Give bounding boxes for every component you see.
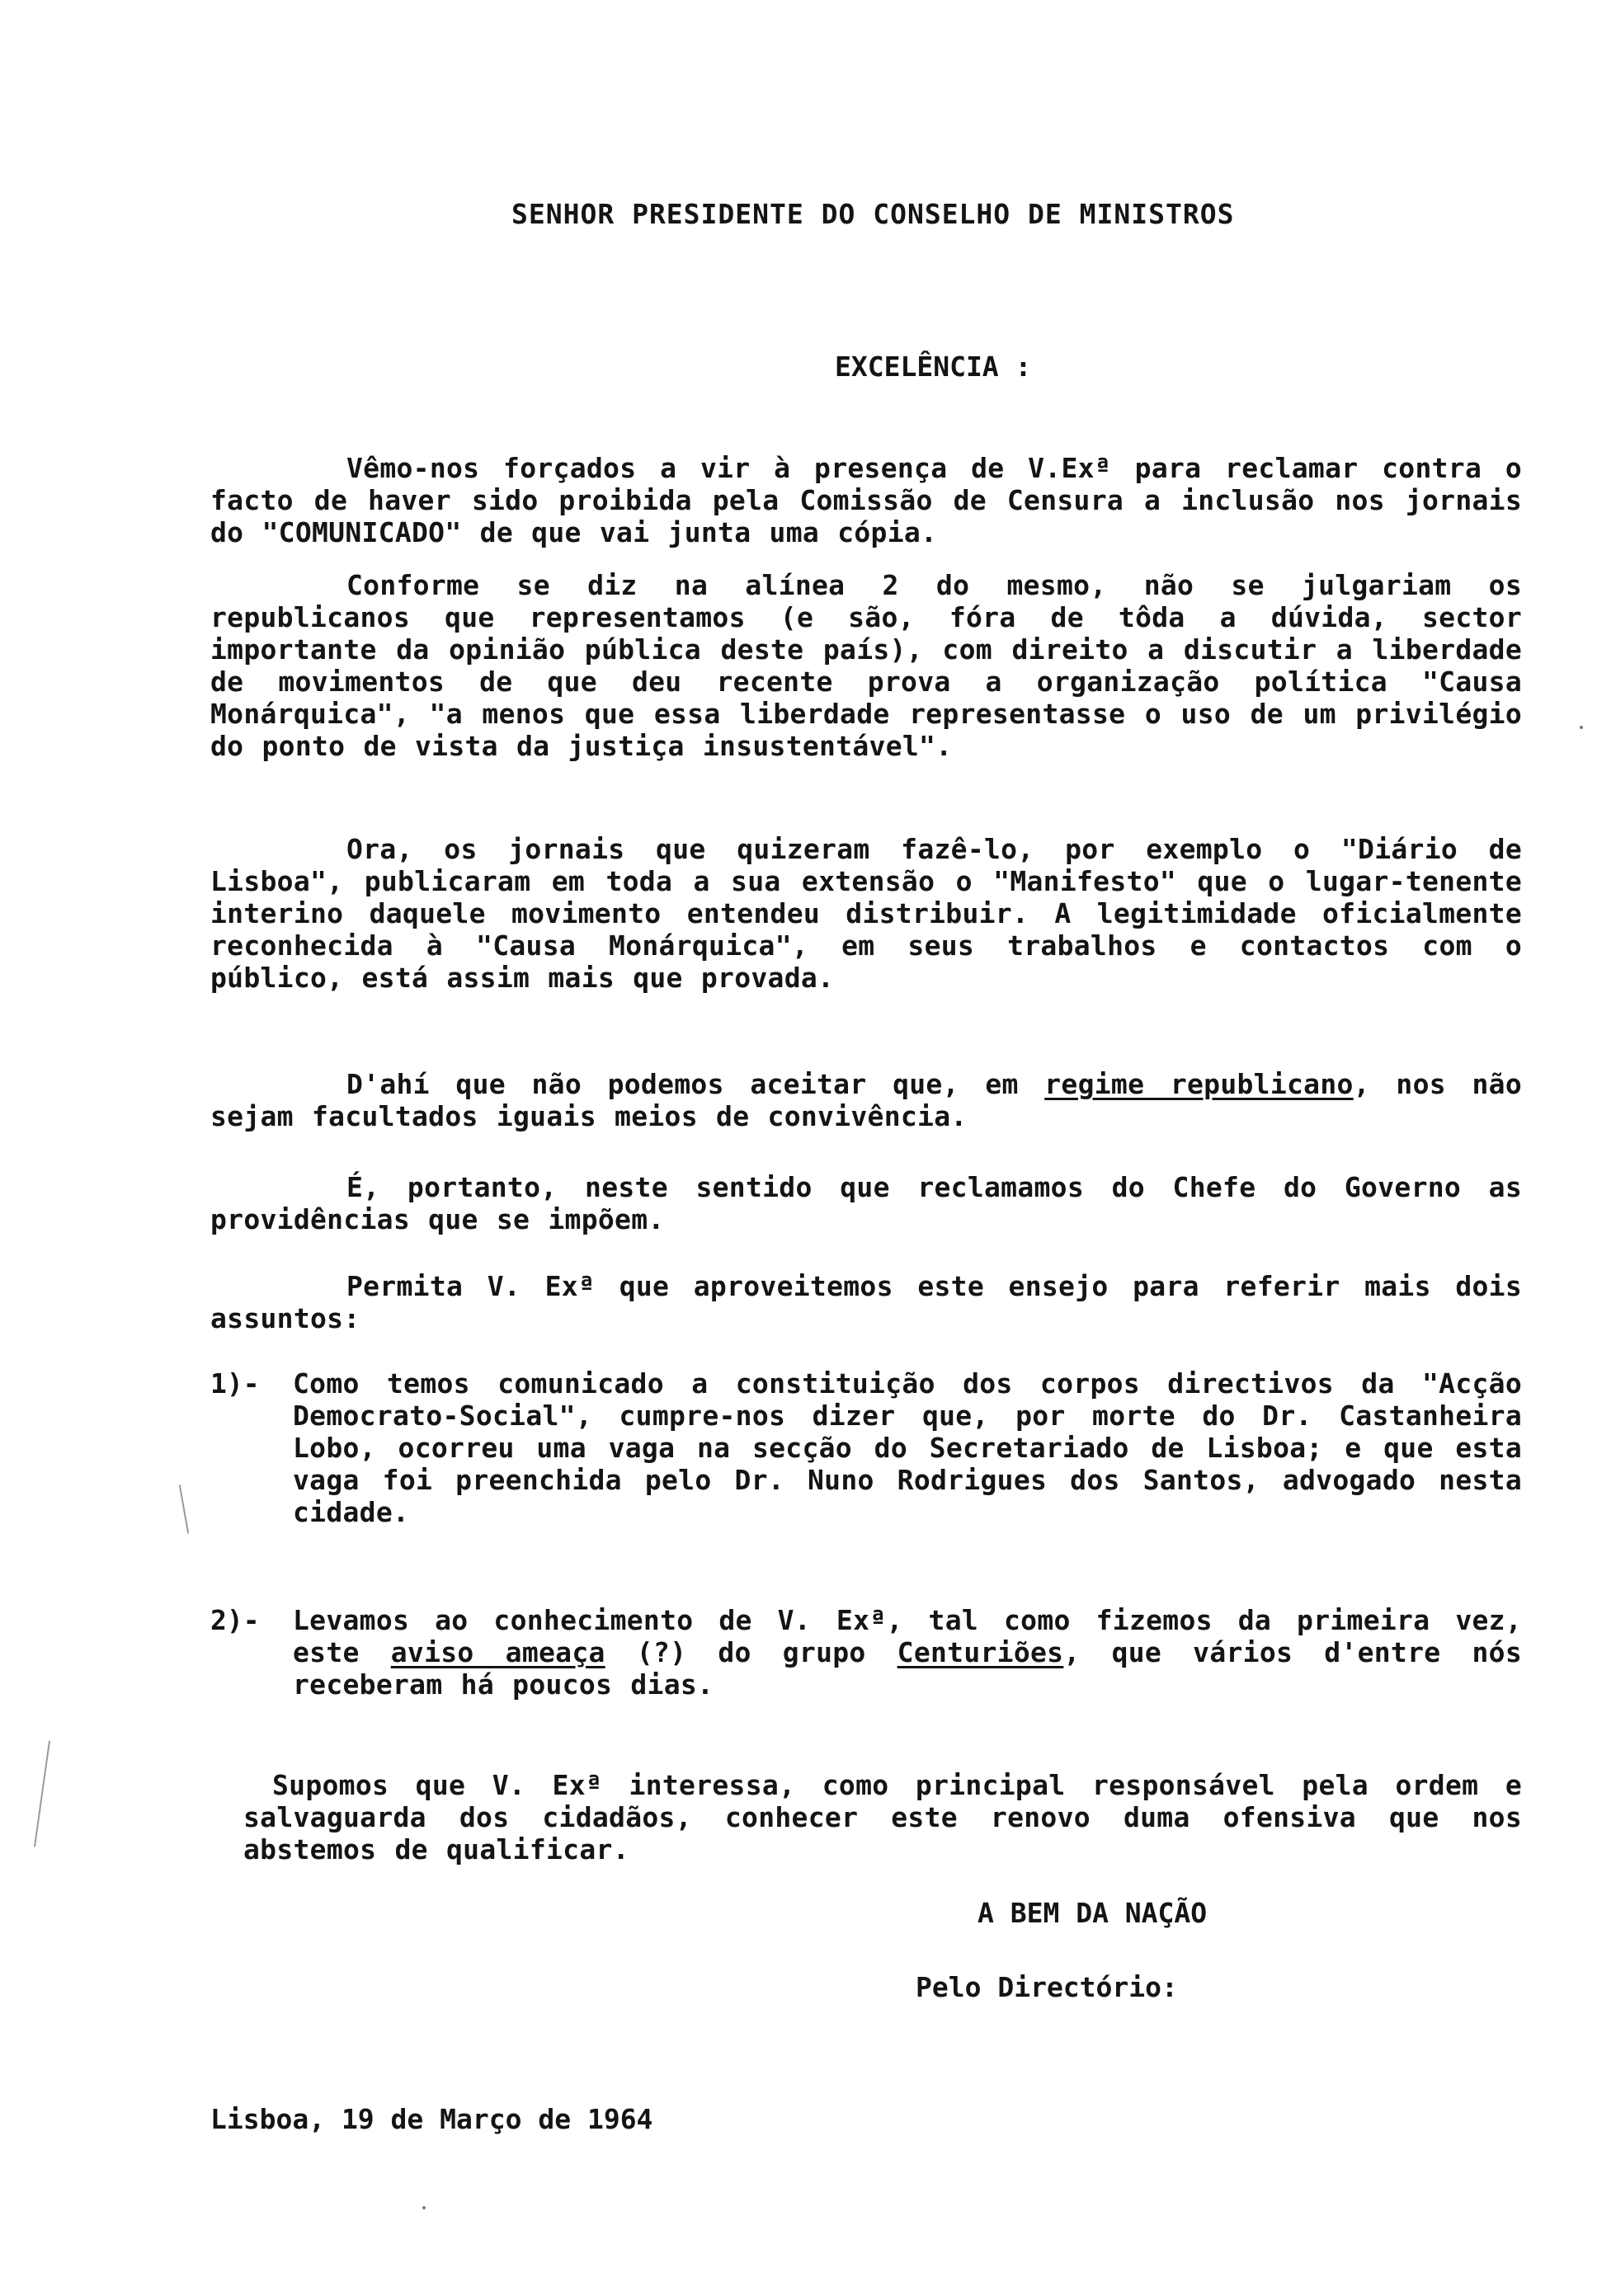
paragraph-6: Permita V. Exª que aproveitemos este ensejo para referir mais dois assuntos: xyxy=(210,1270,1522,1334)
margin-speck-1 xyxy=(1580,726,1583,729)
list-item-2-text xyxy=(293,1604,1522,1701)
paragraph-4 xyxy=(210,1068,1522,1132)
underlined-centurioes: Centuriões xyxy=(897,1636,1064,1668)
margin-scratch-2 xyxy=(179,1484,189,1533)
salutation: EXCELÊNCIA : xyxy=(835,351,1032,383)
margin-speck-2 xyxy=(422,2206,426,2209)
margin-scratch-1 xyxy=(34,1740,50,1847)
underlined-aviso-ameaca: aviso ameaça xyxy=(390,1636,605,1668)
letter-heading: SENHOR PRESIDENTE DO CONSELHO DE MINISTROS xyxy=(511,198,1235,230)
date-line: Lisboa, 19 de Março de 1964 xyxy=(210,2103,653,2135)
paragraph-4-text-b: , nos não sejam facultados iguais meios de convivência. xyxy=(210,1068,1522,1132)
signed-by: Pelo Directório: xyxy=(916,1971,1178,2003)
paragraph-7: Supomos que V. Exª interessa, como principal responsável pela ordem e salvaguarda dos cidadãos, conhecer este renovo duma ofensiva que nos abstemos de qualificar. xyxy=(243,1769,1522,1866)
underlined-regime-republicano: regime republicano xyxy=(1044,1068,1354,1100)
list-item-2-text-c: , que vários d'entre nós receberam há poucos dias. xyxy=(293,1636,1522,1701)
paragraph-1: Vêmo-nos forçados a vir à presença de V.Exª para reclamar contra o facto de haver sido proibida pela Comissão de Censura a inclusão nos jornais do "COMUNICADO" de que vai junta uma cópia. xyxy=(210,452,1522,548)
paragraph-3: Ora, os jornais que quizeram fazê-lo, por exemplo o "Diário de Lisboa", publicaram em toda a sua extensão o "Manifesto" que o lugar-tenente interino daquele movimento entendeu distribuir. A legitimidade oficialmente reconhecida à "Causa Monárquica", em seus trabalhos e contactos com o público, está assim mais que provada. xyxy=(210,833,1522,994)
closing-formula: A BEM DA NAÇÃO xyxy=(978,1897,1208,1929)
paragraph-4-text-a: D'ahí que não podemos aceitar que, em xyxy=(346,1068,1045,1100)
list-item-2-text-a: Levamos ao conhecimento de V. Exª, tal como fizemos da primeira vez, este xyxy=(293,1604,1522,1668)
list-item-2-text-b: (?) do grupo xyxy=(605,1636,897,1668)
paragraph-5: É, portanto, neste sentido que reclamamos do Chefe do Governo as providências que se impõem. xyxy=(210,1171,1522,1235)
paragraph-2: Conforme se diz na alínea 2 do mesmo, não se julgariam os republicanos que representamos (e são, fóra de tôda a dúvida, sector importante da opinião pública deste país), com direito a discutir a liberdade de movimentos de que deu recente prova a organização política "Causa Monárquica", "a menos que essa liberdade representasse o uso de um privilégio do ponto de vista da justiça insustentável". xyxy=(210,569,1522,762)
list-item-1-number: 1)- xyxy=(210,1367,260,1400)
list-item-2-number: 2)- xyxy=(210,1604,260,1636)
list-item-1-text: Como temos comunicado a constituição dos corpos directivos da "Acção Democrato-Social", cumpre-nos dizer que, por morte do Dr. Castanheira Lobo, ocorreu uma vaga na secção do Secretariado de Lisboa; e que esta vaga foi preenchida pelo Dr. Nuno Rodrigues dos Santos, advogado nesta cidade. xyxy=(293,1367,1522,1528)
